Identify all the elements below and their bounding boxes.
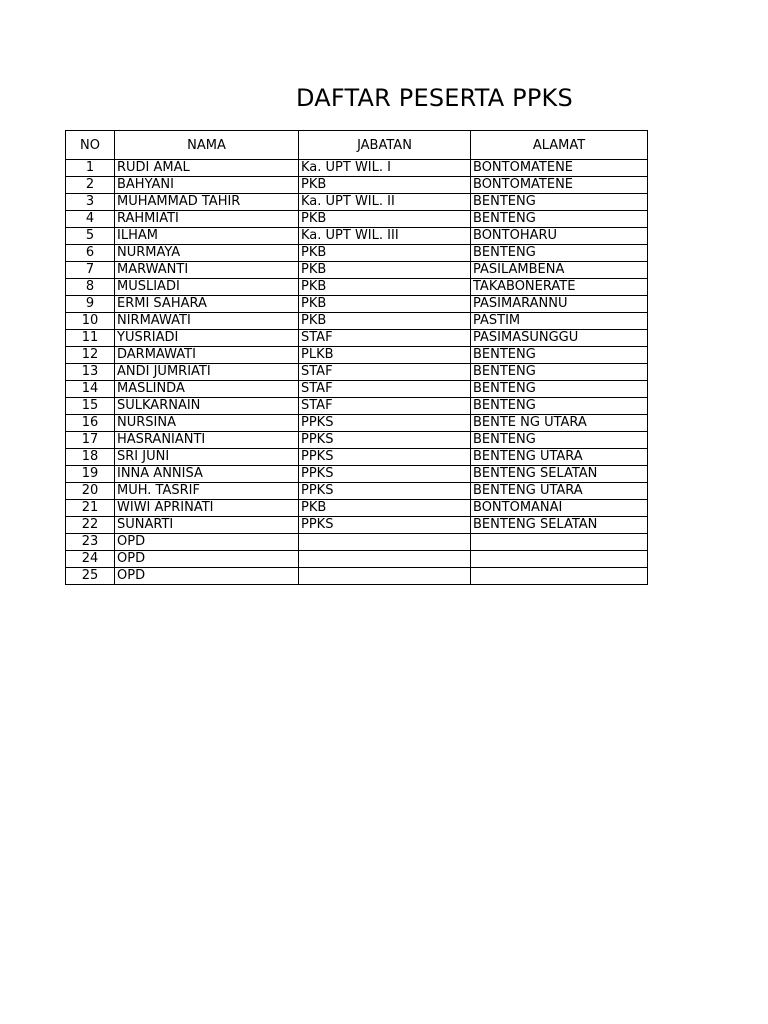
- cell-alamat: BENTENG SELATAN: [471, 517, 648, 534]
- cell-alamat: PASILAMBENA: [471, 262, 648, 279]
- table-row: [66, 415, 648, 432]
- cell-alamat: BONTOHARU: [471, 228, 648, 245]
- cell-jabatan: PKB: [299, 279, 471, 296]
- cell-no: 21: [66, 500, 115, 517]
- cell-jabatan: STAF: [299, 398, 471, 415]
- cell-nama: WIWI APRINATI: [115, 500, 299, 517]
- cell-jabatan: [299, 568, 471, 585]
- table-row: [66, 296, 648, 313]
- cell-jabatan: PPKS: [299, 483, 471, 500]
- cell-alamat: BONTOMATENE: [471, 160, 648, 177]
- cell-nama: MUSLIADI: [115, 279, 299, 296]
- header-nama: NAMA: [115, 131, 299, 160]
- cell-jabatan: PLKB: [299, 347, 471, 364]
- table-row: [66, 534, 648, 551]
- cell-no: 22: [66, 517, 115, 534]
- cell-alamat: BENTENG: [471, 347, 648, 364]
- cell-nama: SULKARNAIN: [115, 398, 299, 415]
- cell-alamat: [471, 568, 648, 585]
- cell-alamat: BENTENG: [471, 432, 648, 449]
- cell-alamat: BENTE NG UTARA: [471, 415, 648, 432]
- cell-jabatan: PPKS: [299, 449, 471, 466]
- cell-no: 2: [66, 177, 115, 194]
- cell-nama: ERMI SAHARA: [115, 296, 299, 313]
- cell-no: 9: [66, 296, 115, 313]
- cell-no: 24: [66, 551, 115, 568]
- header-jabatan: JABATAN: [299, 131, 471, 160]
- cell-no: 17: [66, 432, 115, 449]
- cell-jabatan: PKB: [299, 211, 471, 228]
- cell-no: 11: [66, 330, 115, 347]
- cell-jabatan: Ka. UPT WIL. III: [299, 228, 471, 245]
- cell-nama: OPD: [115, 568, 299, 585]
- table-header-row: [66, 131, 648, 160]
- cell-nama: INNA ANNISA: [115, 466, 299, 483]
- cell-jabatan: PPKS: [299, 415, 471, 432]
- table-row: [66, 177, 648, 194]
- page-title: DAFTAR PESERTA PPKS: [296, 84, 573, 112]
- cell-no: 12: [66, 347, 115, 364]
- table-row: [66, 228, 648, 245]
- cell-jabatan: Ka. UPT WIL. I: [299, 160, 471, 177]
- table-row: [66, 194, 648, 211]
- cell-alamat: BENTENG: [471, 194, 648, 211]
- cell-alamat: BENTENG UTARA: [471, 483, 648, 500]
- cell-nama: RUDI AMAL: [115, 160, 299, 177]
- cell-nama: NURSINA: [115, 415, 299, 432]
- cell-nama: ANDI JUMRIATI: [115, 364, 299, 381]
- cell-nama: YUSRIADI: [115, 330, 299, 347]
- cell-jabatan: PKB: [299, 313, 471, 330]
- header-no: NO: [66, 131, 115, 160]
- table-row: [66, 483, 648, 500]
- table-row: [66, 347, 648, 364]
- cell-alamat: [471, 534, 648, 551]
- cell-alamat: BONTOMATENE: [471, 177, 648, 194]
- cell-alamat: BENTENG: [471, 211, 648, 228]
- cell-nama: ILHAM: [115, 228, 299, 245]
- cell-alamat: BENTENG UTARA: [471, 449, 648, 466]
- cell-no: 14: [66, 381, 115, 398]
- table-row: [66, 381, 648, 398]
- cell-jabatan: Ka. UPT WIL. II: [299, 194, 471, 211]
- cell-jabatan: PPKS: [299, 517, 471, 534]
- cell-alamat: BENTENG SELATAN: [471, 466, 648, 483]
- cell-nama: DARMAWATI: [115, 347, 299, 364]
- cell-jabatan: STAF: [299, 330, 471, 347]
- cell-nama: SRI JUNI: [115, 449, 299, 466]
- table-body: [66, 160, 648, 585]
- participant-table: [65, 130, 648, 585]
- cell-nama: SUNARTI: [115, 517, 299, 534]
- cell-jabatan: STAF: [299, 364, 471, 381]
- cell-nama: MASLINDA: [115, 381, 299, 398]
- table-row: [66, 279, 648, 296]
- cell-jabatan: [299, 534, 471, 551]
- cell-alamat: BENTENG: [471, 245, 648, 262]
- table-row: [66, 517, 648, 534]
- cell-no: 20: [66, 483, 115, 500]
- cell-nama: OPD: [115, 534, 299, 551]
- table-row: [66, 364, 648, 381]
- cell-alamat: TAKABONERATE: [471, 279, 648, 296]
- cell-nama: BAHYANI: [115, 177, 299, 194]
- cell-alamat: PASIMARANNU: [471, 296, 648, 313]
- cell-nama: MARWANTI: [115, 262, 299, 279]
- table-row: [66, 500, 648, 517]
- cell-no: 5: [66, 228, 115, 245]
- table-row: [66, 211, 648, 228]
- table-row: [66, 466, 648, 483]
- cell-alamat: PASTIM: [471, 313, 648, 330]
- table-row: [66, 398, 648, 415]
- cell-alamat: BONTOMANAI: [471, 500, 648, 517]
- cell-no: 4: [66, 211, 115, 228]
- table-row: [66, 568, 648, 585]
- table-row: [66, 245, 648, 262]
- table-row: [66, 313, 648, 330]
- cell-alamat: BENTENG: [471, 364, 648, 381]
- cell-jabatan: [299, 551, 471, 568]
- cell-no: 16: [66, 415, 115, 432]
- cell-jabatan: PKB: [299, 500, 471, 517]
- cell-nama: NURMAYA: [115, 245, 299, 262]
- cell-no: 18: [66, 449, 115, 466]
- cell-no: 23: [66, 534, 115, 551]
- cell-jabatan: PPKS: [299, 432, 471, 449]
- cell-nama: RAHMIATI: [115, 211, 299, 228]
- cell-alamat: BENTENG: [471, 381, 648, 398]
- cell-no: 10: [66, 313, 115, 330]
- cell-jabatan: STAF: [299, 381, 471, 398]
- cell-no: 6: [66, 245, 115, 262]
- cell-no: 8: [66, 279, 115, 296]
- cell-jabatan: PPKS: [299, 466, 471, 483]
- table-row: [66, 432, 648, 449]
- table-row: [66, 262, 648, 279]
- cell-jabatan: PKB: [299, 262, 471, 279]
- cell-nama: MUHAMMAD TAHIR: [115, 194, 299, 211]
- cell-jabatan: PKB: [299, 177, 471, 194]
- cell-no: 25: [66, 568, 115, 585]
- cell-no: 7: [66, 262, 115, 279]
- table-row: [66, 160, 648, 177]
- cell-alamat: [471, 551, 648, 568]
- cell-nama: MUH. TASRIF: [115, 483, 299, 500]
- cell-alamat: PASIMASUNGGU: [471, 330, 648, 347]
- table-row: [66, 330, 648, 347]
- cell-no: 13: [66, 364, 115, 381]
- cell-no: 3: [66, 194, 115, 211]
- cell-no: 1: [66, 160, 115, 177]
- table-row: [66, 449, 648, 466]
- cell-no: 15: [66, 398, 115, 415]
- cell-alamat: BENTENG: [471, 398, 648, 415]
- cell-no: 19: [66, 466, 115, 483]
- cell-jabatan: PKB: [299, 296, 471, 313]
- header-alamat: ALAMAT: [471, 131, 648, 160]
- cell-nama: HASRANIANTI: [115, 432, 299, 449]
- table-row: [66, 551, 648, 568]
- cell-jabatan: PKB: [299, 245, 471, 262]
- cell-nama: OPD: [115, 551, 299, 568]
- cell-nama: NIRMAWATI: [115, 313, 299, 330]
